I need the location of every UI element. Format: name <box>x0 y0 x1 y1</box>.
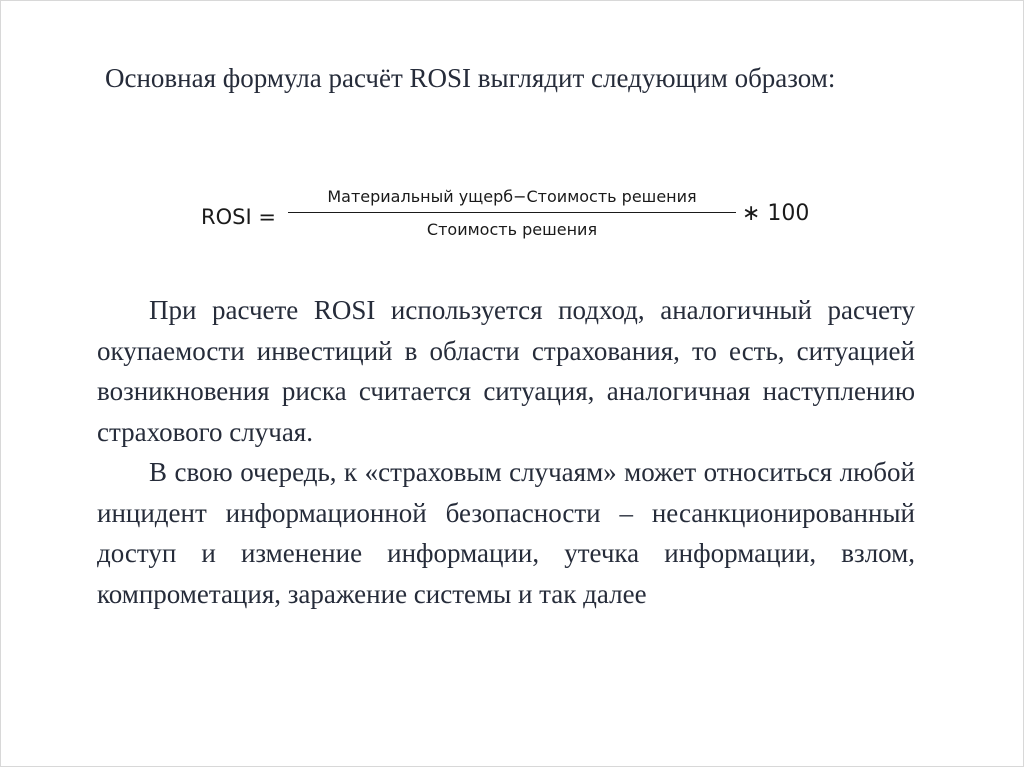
fraction-bar <box>288 212 736 213</box>
formula-numerator: Материальный ущерб−Стоимость решения <box>327 187 697 206</box>
formula-rhs: ∗ 100 <box>742 201 810 226</box>
slide-heading: Основная формула расчёт ROSI выглядит следующим образом: <box>105 63 836 93</box>
body-text <box>97 290 915 614</box>
formula-lhs: ROSI = <box>201 205 276 229</box>
paragraph-insurance-cases: В свою очередь, к «страховым случаям» может относиться любой инцидент информационной безопасности – несанкционированный доступ и изменение информации, утечка информации, взлом, компрометация, заражение системы и так далее <box>97 457 915 609</box>
formula-denominator: Стоимость решения <box>426 220 598 239</box>
paragraph-rosi-approach: При расчете ROSI используется подход, аналогичный расчету окупаемости инвестиций в области страхования, то есть, ситуацией возникновения риска считается ситуация, аналогичная наступлению страхового случая. <box>97 295 915 447</box>
